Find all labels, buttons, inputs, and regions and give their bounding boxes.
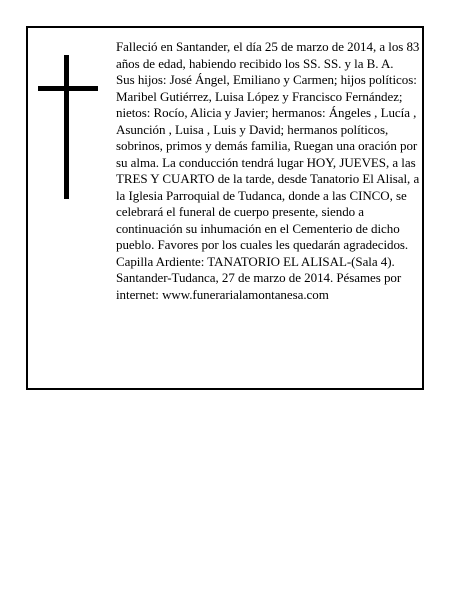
cross-horizontal-bar xyxy=(38,86,98,91)
cross-vertical-bar xyxy=(64,55,69,199)
cross-icon xyxy=(38,55,98,199)
notice-paragraph-family-and-service: Sus hijos: José Ángel, Emiliano y Carmen; hijos políticos: Maribel Gutiérrez, Luisa López y Francisco Fernández; nietos: Rocío, Alicia y Javier; hermanos: Ángeles , Lucía , Asunción , Luisa , Luis y David; hermanos políticos, sobrinos, primos y demás familia, Ruegan una oración por su alma. La conducción tendrá lugar HOY, JUEVES, a las TRES Y CUARTO de la tarde, desde Tanatorio El Alisal, a la Iglesia Parroquial de Tudanca, donde a las CINCO, se celebrará el funeral de cuerpo presente, siendo a continuación su inhumación en el Cementerio de dicho pueblo. Favores por los cuales les quedarán agradecidos. Capilla Ardiente: TANATORIO EL ALISAL-(Sala 4). Santander-Tudanca, 27 de marzo de 2014. Pésames por internet: www.funerarialamontanesa.com xyxy=(116,72,420,302)
notice-text xyxy=(116,39,420,303)
obituary-notice xyxy=(26,26,424,390)
notice-paragraph-death: Falleció en Santander, el día 25 de marzo de 2014, a los 83 años de edad, habiendo recibido los SS. SS. y la B. A. xyxy=(116,39,420,71)
